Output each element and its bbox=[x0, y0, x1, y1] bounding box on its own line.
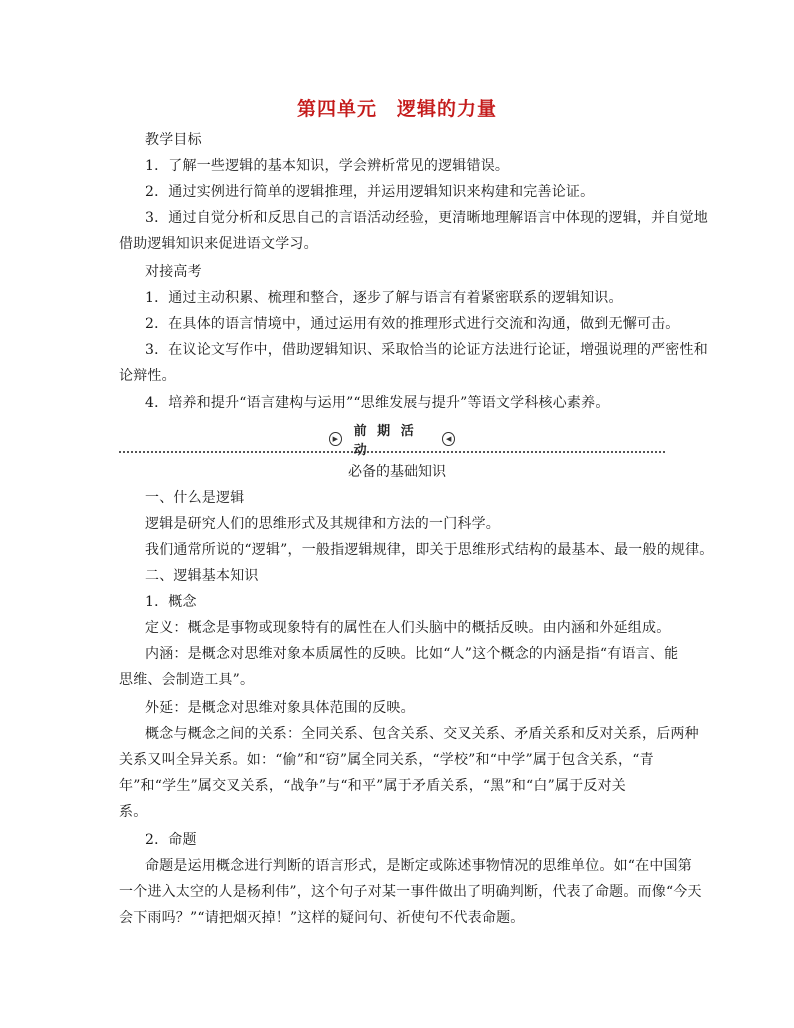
exam-item: 2．在具体的语言情境中，通过运用有效的推理形式进行交流和沟通，做到无懈可击。 bbox=[145, 316, 680, 332]
paragraph-line: 我们通常所说的“逻辑”，一般指逻辑规律，即关于思维形式结构的最基本、最一般的规律。 bbox=[145, 542, 714, 558]
circle-left-arrow-icon: ◀ bbox=[442, 432, 455, 446]
exam-heading: 对接高考 bbox=[145, 264, 202, 280]
section-banner bbox=[119, 424, 665, 458]
paragraph-line-continued: 关系又叫全异关系。如：“偷”和“窃”属全同关系，“学校”和“中学”属于包含关系，“青 bbox=[119, 752, 654, 768]
subsection-heading: 1．概念 bbox=[145, 594, 197, 610]
paragraph-line: 内涵：是概念对思维对象本质属性的反映。比如“人”这个概念的内涵是指“有语言、能 bbox=[145, 646, 679, 662]
knowledge-heading: 必备的基础知识 bbox=[348, 464, 446, 480]
exam-item: 4．培养和提升“语言建构与运用”“思维发展与提升”等语文学科核心素养。 bbox=[145, 395, 610, 411]
exam-item-continued: 论辩性。 bbox=[119, 368, 176, 384]
paragraph-line-continued: 年”和“学生”属交叉关系，“战争”与“和平”属于矛盾关系，“黑”和“白”属于反对关 bbox=[119, 778, 626, 794]
objective-item: 2．通过实例进行简单的逻辑推理，并运用逻辑知识来构建和完善论证。 bbox=[145, 184, 595, 200]
subsection-heading: 2．命题 bbox=[145, 832, 197, 848]
objective-item-continued: 借助逻辑知识来促进语文学习。 bbox=[119, 236, 318, 252]
paragraph-line-continued: 会下雨吗？”“请把烟灭掉！”这样的疑问句、祈使句不代表命题。 bbox=[119, 910, 525, 926]
paragraph-line-continued: 思维、会制造工具”。 bbox=[119, 672, 255, 688]
banner-label-group bbox=[329, 424, 455, 458]
paragraph-line: 定义：概念是事物或现象特有的属性在人们头脑中的概括反映。由内涵和外延组成。 bbox=[145, 620, 671, 636]
subsection-heading: 一、什么是逻辑 bbox=[145, 490, 245, 506]
objectives-heading: 教学目标 bbox=[145, 132, 202, 148]
paragraph-line: 概念与概念之间的关系：全同关系、包含关系、交叉关系、矛盾关系和反对关系，后两种 bbox=[145, 726, 699, 742]
subsection-heading: 二、逻辑基本知识 bbox=[145, 568, 259, 584]
objective-item: 1．了解一些逻辑的基本知识，学会辨析常见的逻辑错误。 bbox=[145, 158, 510, 174]
paragraph-line-continued: 一个进入太空的人是杨利伟”，这个句子对某一事件做出了明确判断，代表了命题。而像“今天 bbox=[119, 884, 702, 900]
page-title: 第四单元 逻辑的力量 bbox=[296, 98, 497, 120]
banner-label: 前 期 活 动 bbox=[353, 424, 417, 458]
paragraph-line: 命题是运用概念进行判断的语言形式，是断定或陈述事物情况的思维单位。如“在中国第 bbox=[145, 858, 692, 874]
paragraph-line: 外延：是概念对思维对象具体范围的反映。 bbox=[145, 700, 415, 716]
objective-item: 3．通过自觉分析和反思自己的言语活动经验，更清晰地理解语言中体现的逻辑，并自觉地 bbox=[145, 210, 708, 226]
exam-item: 3．在议论文写作中，借助逻辑知识、采取恰当的论证方法进行论证，增强说理的严密性和 bbox=[145, 342, 708, 358]
exam-item: 1．通过主动积累、梳理和整合，逐步了解与语言有着紧密联系的逻辑知识。 bbox=[145, 290, 623, 306]
circle-right-arrow-icon: ▶ bbox=[329, 432, 342, 446]
paragraph-line-continued: 系。 bbox=[119, 804, 148, 820]
paragraph-line: 逻辑是研究人们的思维形式及其规律和方法的一门科学。 bbox=[145, 516, 500, 532]
